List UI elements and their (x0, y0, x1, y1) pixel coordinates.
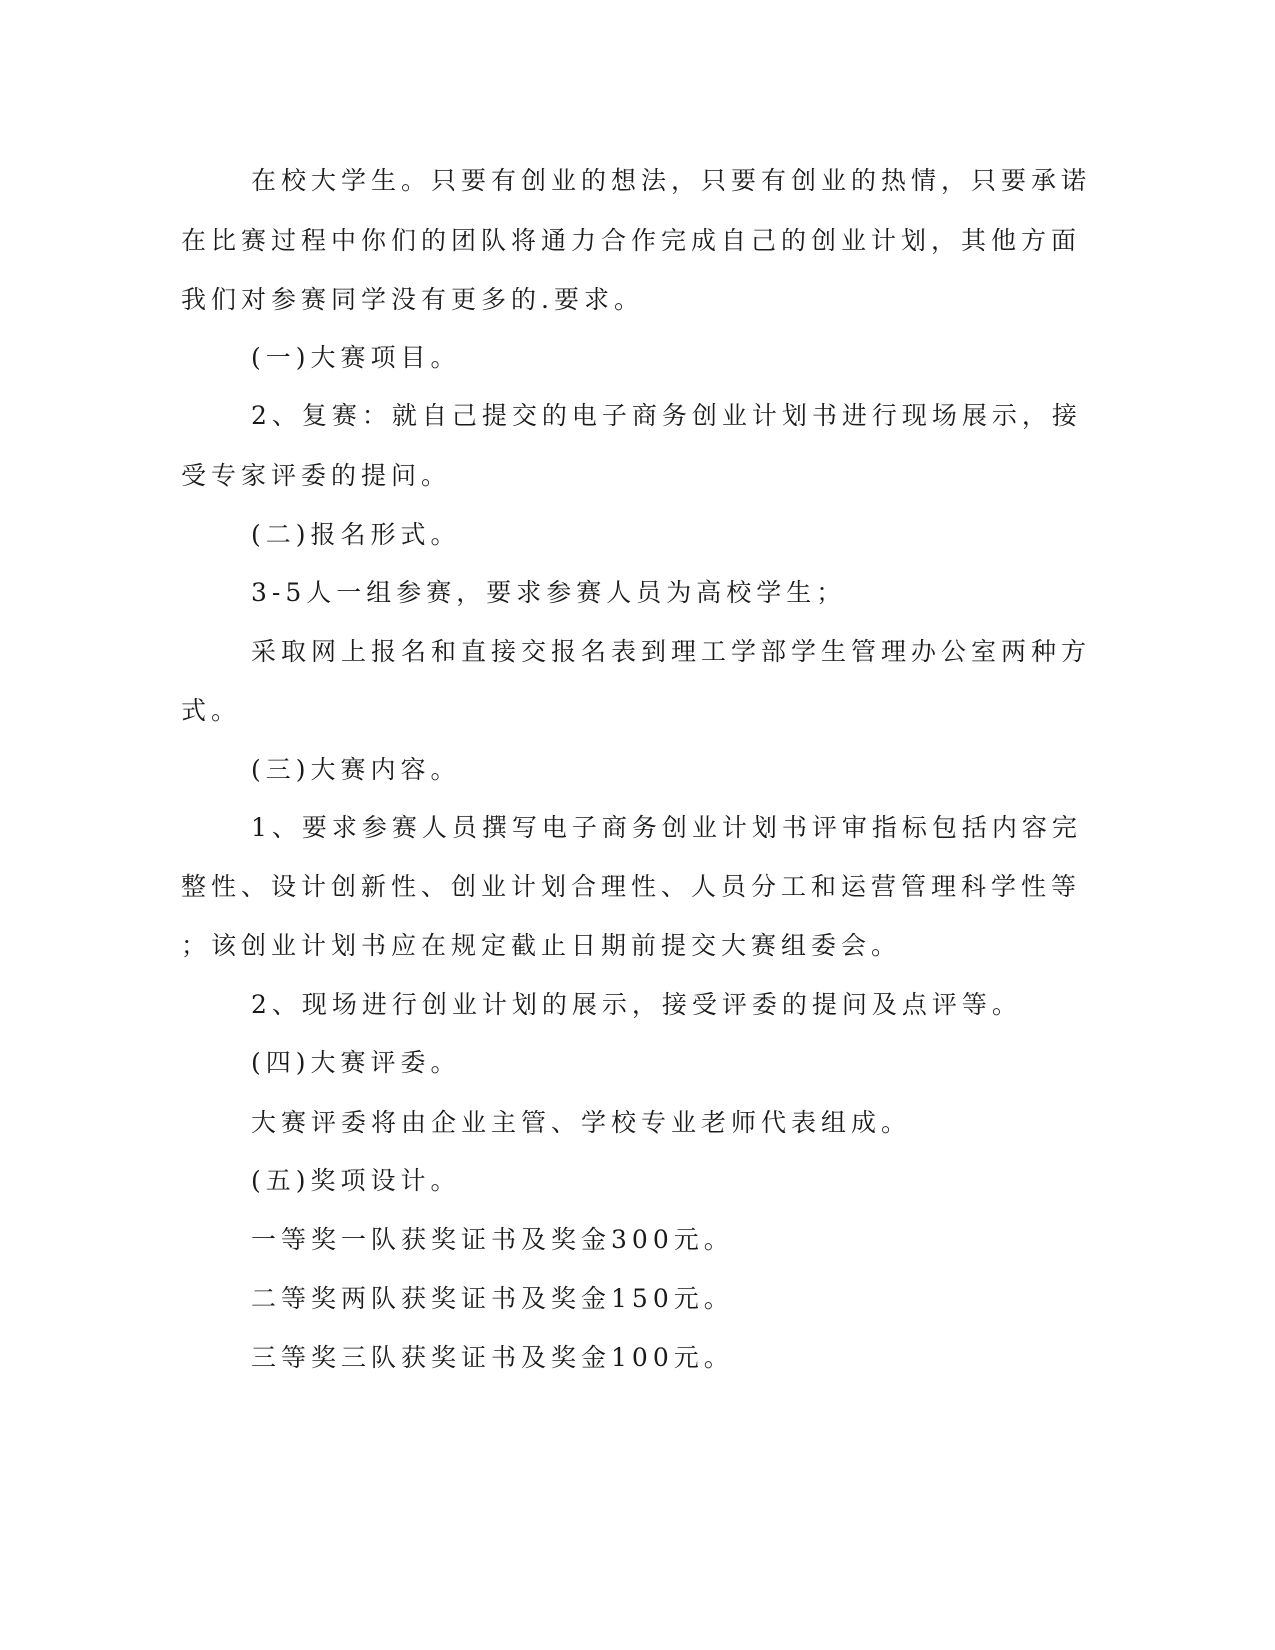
text-line: 在校大学生。只要有创业的想法，只要有创业的热情，只要承诺 (251, 166, 1092, 195)
text-line: 1、要求参赛人员撰写电子商务创业计划书评审指标包括内容完 (251, 813, 1082, 842)
text-line: 采取网上报名和直接交报名表到理工学部学生管理办公室两种方 (251, 637, 1092, 666)
text-line: 式。 (181, 696, 242, 725)
text-line: 在比赛过程中你们的团队将通力合作完成自己的创业计划，其他方面 (181, 226, 1082, 255)
text-line: 一等奖一队获奖证书及奖金300元。 (251, 1225, 734, 1254)
text-line: 2、复赛：就自己提交的电子商务创业计划书进行现场展示，接 (251, 401, 1082, 430)
text-line: 二等奖两队获奖证书及奖金150元。 (251, 1284, 734, 1313)
text-line: 2、现场进行创业计划的展示，接受评委的提问及点评等。 (251, 990, 1022, 1019)
text-line: (二)报名形式。 (251, 520, 461, 549)
text-line: 受专家评委的提问。 (181, 461, 452, 490)
text-line: 整性、设计创新性、创业计划合理性、人员分工和运营管理科学性等 (181, 872, 1082, 901)
text-line: 三等奖三队获奖证书及奖金100元。 (251, 1343, 734, 1372)
text-line: 大赛评委将由企业主管、学校专业老师代表组成。 (251, 1108, 912, 1137)
text-line: (四)大赛评委。 (251, 1048, 461, 1077)
text-line: ；该创业计划书应在规定截止日期前提交大赛组委会。 (181, 931, 902, 960)
text-line: 我们对参赛同学没有更多的.要求。 (181, 285, 644, 314)
text-line: 3-5人一组参赛，要求参赛人员为高校学生； (251, 578, 847, 607)
text-line: (三)大赛内容。 (251, 755, 461, 784)
text-line: (五)奖项设计。 (251, 1166, 461, 1195)
text-line: (一)大赛项目。 (251, 343, 461, 372)
